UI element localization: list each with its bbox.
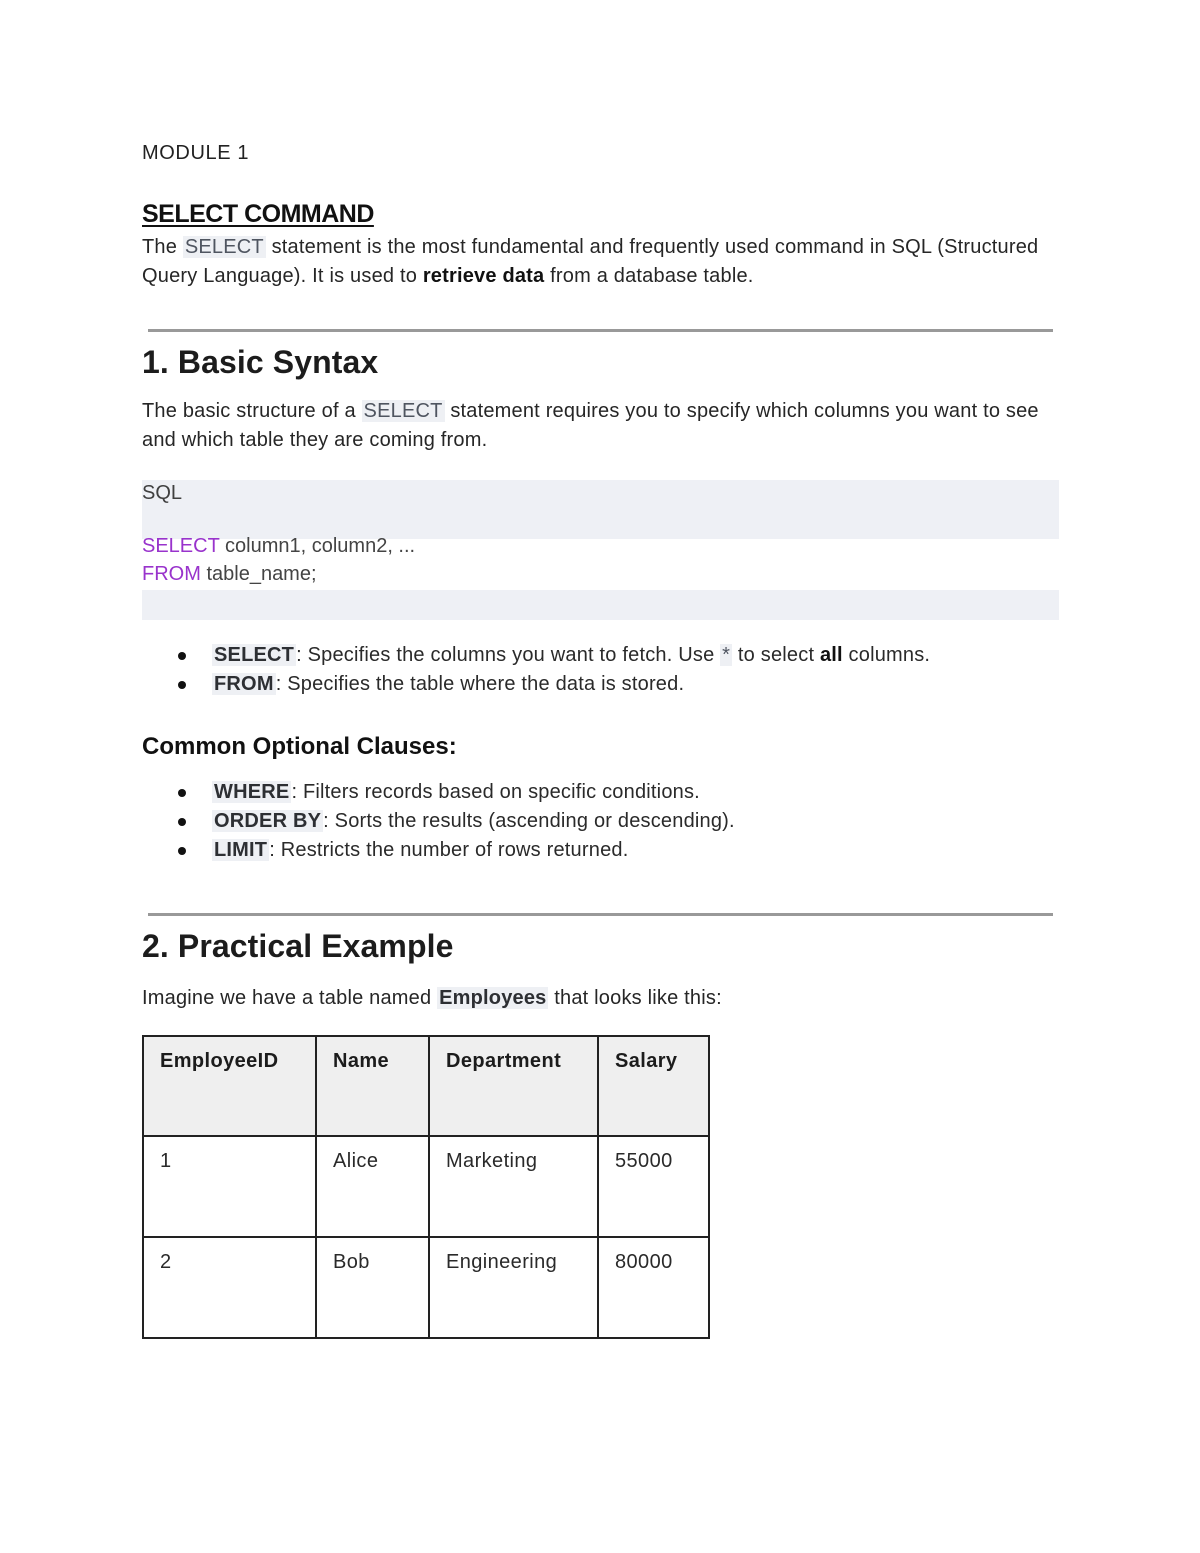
list-item-text: : Specifies the columns you want to fetch. Use [296,644,721,666]
table-cell: 2 [143,1237,316,1338]
column-header: Salary [598,1036,709,1136]
bullet-icon [178,652,186,660]
bullet-icon [178,847,186,855]
code-line [142,535,415,558]
list-item-text: columns. [842,644,931,666]
table-cell: Marketing [429,1136,598,1237]
list-item [142,807,735,836]
code-text: column1, column2, ... [219,535,416,557]
bullet-icon [178,818,186,826]
list-item-text: : Filters records based on specific conditions. [291,781,700,803]
code-block-header [142,480,1059,539]
list-item [142,641,930,670]
code-keyword: FROM [142,563,201,585]
table-cell: 1 [143,1136,316,1237]
code-keyword: SELECT [142,535,220,557]
table-row [143,1237,709,1338]
code-block-footer [142,590,1059,620]
code-line [142,563,317,586]
list-item-text: to select [732,644,820,666]
list-item [142,778,735,807]
bullet-icon [178,789,186,797]
clause-term: SELECT [214,644,295,666]
section-heading-basic-syntax: 1. Basic Syntax [142,344,379,380]
example-paragraph [142,984,722,1013]
list-item [142,670,930,699]
paragraph-text: The basic structure of a [142,400,362,422]
intro-text: from a database table. [544,265,754,287]
basic-syntax-paragraph [142,397,1060,455]
clause-term: FROM [214,673,274,695]
table-cell: Alice [316,1136,429,1237]
bullet-icon [178,681,186,689]
clause-term: LIMIT [214,839,268,861]
list-item-text: : Sorts the results (ascending or descending). [323,810,735,832]
column-header: EmployeeID [143,1036,316,1136]
intro-text: The [142,236,183,258]
clause-term: WHERE [214,781,290,803]
intro-text: statement is the most fundamental and frequently used command in SQL (Structured Query Language). It is used to [142,236,1039,287]
bold-text: all [819,644,843,666]
syntax-bullet-list [142,641,930,699]
list-item [142,836,735,865]
paragraph-text: that looks like this: [548,987,722,1009]
code-text: table_name; [200,563,317,585]
table-cell: 55000 [598,1136,709,1237]
employees-table [142,1035,710,1339]
table-cell: 80000 [598,1237,709,1338]
column-header: Department [429,1036,598,1136]
optional-clauses-heading: Common Optional Clauses: [142,733,457,760]
optional-clauses-list [142,778,735,865]
horizontal-rule [148,913,1053,916]
clause-term: ORDER BY [214,810,322,832]
inline-code: SELECT [363,400,443,422]
table-cell: Bob [316,1237,429,1338]
module-label: MODULE 1 [142,142,250,164]
inline-code: * [722,644,731,666]
section-heading-practical-example: 2. Practical Example [142,928,454,964]
column-header: Name [316,1036,429,1136]
inline-code: SELECT [184,236,264,258]
code-language-label: SQL [142,482,183,504]
list-item-text: : Specifies the table where the data is stored. [275,673,685,695]
table-cell: Engineering [429,1237,598,1338]
document-title: SELECT COMMAND [142,200,374,228]
paragraph-text: Imagine we have a table named [142,987,438,1009]
horizontal-rule [148,329,1053,332]
list-item-text: : Restricts the number of rows returned. [269,839,629,861]
paragraph-text: statement requires you to specify which columns you want to see and which table they are coming from. [142,400,1039,451]
table-row [143,1136,709,1237]
table-header-row [143,1036,709,1136]
intro-paragraph [142,233,1042,291]
bold-text: retrieve data [422,265,545,287]
inline-code: Employees [439,987,547,1009]
